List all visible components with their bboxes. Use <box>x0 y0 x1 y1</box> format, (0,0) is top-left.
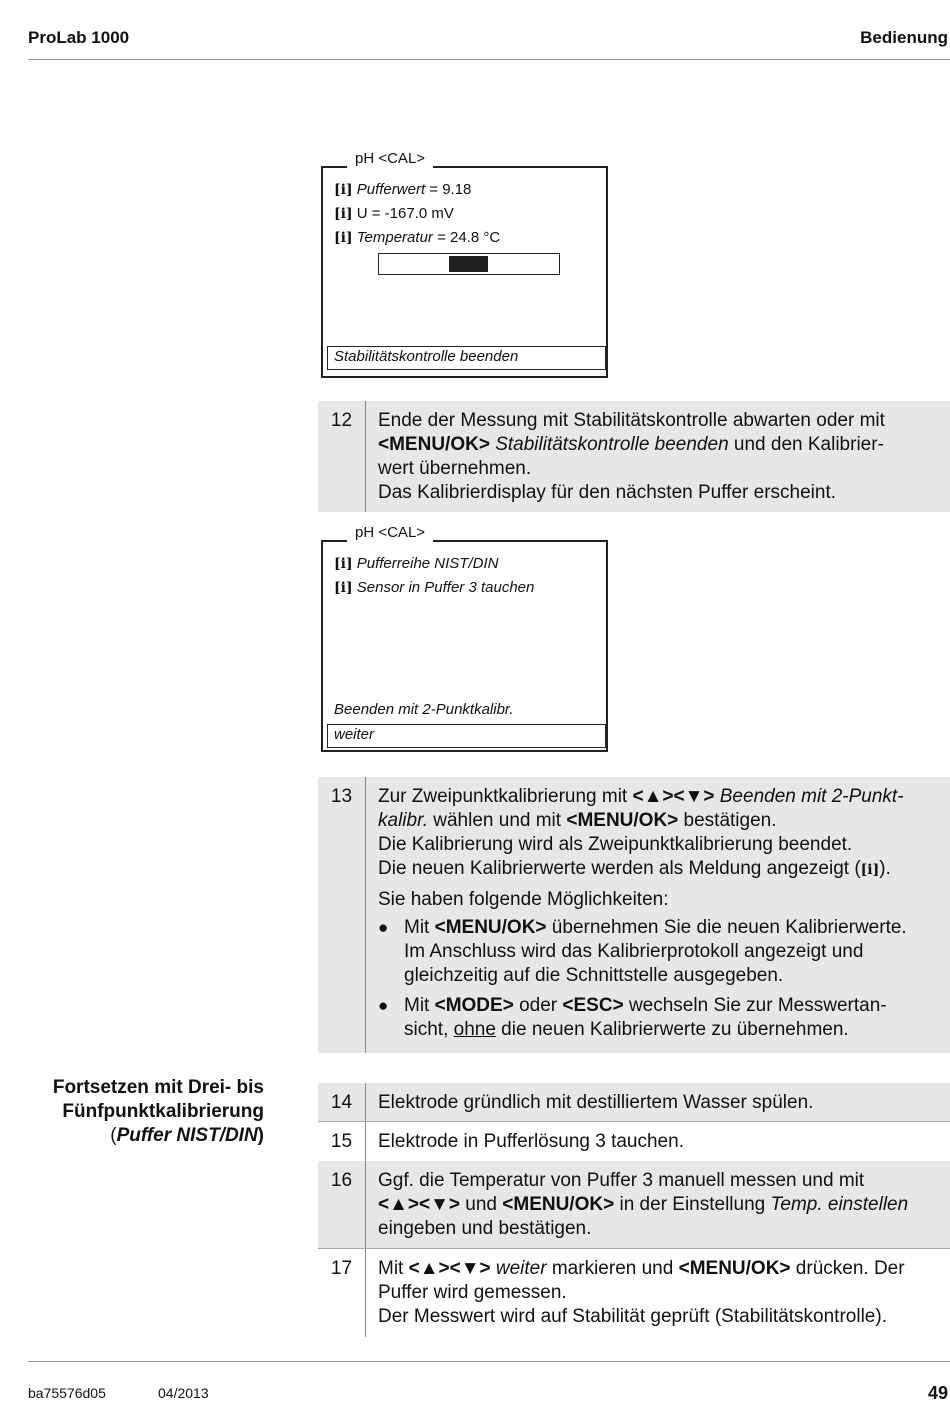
display-line-temperatur: [i] Temperatur = 24.8 °C <box>334 229 501 246</box>
step-number: 12 <box>318 401 366 512</box>
key-arrows: <▲><▼> <box>378 1194 460 1215</box>
key-menu-ok: <MENU/OK> <box>566 810 679 831</box>
step-text: Mit <▲><▼> weiter markieren und <MENU/OK> drücken. Der Puffer wird gemessen. Der Messwert wird auf Stabilität geprüft (Stabilitätskontrolle). <box>378 1258 905 1327</box>
header-section: Bedienung <box>860 28 948 47</box>
step-text: Zur Zweipunktkalibrierung mit <▲><▼> Beenden mit 2-Punkt- kalibr. wählen und mit <MENU/OK> bestätigen. Die Kalibrierung wird als Zweipunktkalibrierung beendet. Die neuen Kalibrierwerte werden als Meldung angezeigt ([i]). Sie haben folgende Möglichkeiten: ● Mit <MENU/OK> übernehmen Sie die neuen Kalibrierwerte. Im Anschluss wird das Kalibrierprotokoll angezeigt und gleichzeitig auf die Schnittstelle ausgegeben. ● Mit <MODE> oder <ESC> wechseln Sie zur Messwertan- sicht, ohne die neuen Kalibrierwerte zu übernehmen. <box>378 777 950 1056</box>
step-15 <box>318 1121 950 1162</box>
key-mode: <MODE> <box>434 995 514 1016</box>
step-16 <box>318 1161 950 1248</box>
display-title: pH <CAL> <box>347 524 433 542</box>
menu-item-stabilitaetskontrolle-beenden[interactable]: Stabilitätskontrolle beenden <box>327 346 606 370</box>
list-item: ● Mit <MENU/OK> übernehmen Sie die neuen Kalibrierwerte. Im Anschluss wird das Kalibrierprotokoll angezeigt und gleichzeitig auf die Schnittstelle ausgegeben. <box>378 916 942 988</box>
key-arrows: <▲><▼> <box>408 1258 491 1279</box>
header-product: ProLab 1000 <box>28 28 130 47</box>
step-17 <box>318 1248 950 1337</box>
display-line-sensor: [i] Sensor in Puffer 3 tauchen <box>334 579 535 596</box>
menu-item-beenden-2-punkt[interactable]: Beenden mit 2-Punktkalibr. <box>334 701 514 718</box>
stability-progress-bar <box>378 253 560 275</box>
step-number: 14 <box>318 1083 366 1121</box>
step-number: 13 <box>318 777 366 1053</box>
step-14 <box>318 1083 950 1121</box>
step-number: 16 <box>318 1161 366 1248</box>
page-number: 49 <box>927 1383 948 1403</box>
step-12 <box>318 401 950 512</box>
step-text: Ggf. die Temperatur von Puffer 3 manuell messen und mit <▲><▼> und <MENU/OK> in der Einstellung Temp. einstellen eingeben und bestätigen. <box>378 1170 909 1239</box>
footer-rule <box>28 1361 950 1362</box>
display-screen-1 <box>321 150 608 378</box>
info-icon: [i] <box>334 230 353 246</box>
key-esc: <ESC> <box>562 995 624 1016</box>
display-title: pH <CAL> <box>347 150 433 168</box>
step-text: Ende der Messung mit Stabilitätskontrolle abwarten oder mit <MENU/OK> Stabilitätskontrolle beenden und den Kalibrier- wert übernehmen. Das Kalibrierdisplay für den nächsten Puffer erscheint. <box>378 410 885 503</box>
info-icon: [i] <box>334 556 353 572</box>
display-line-pufferwert: [i] Pufferwert = 9.18 <box>334 181 472 198</box>
step-number: 17 <box>318 1249 366 1337</box>
menu-item-weiter[interactable]: weiter <box>327 724 606 748</box>
info-icon: [i] <box>334 182 353 198</box>
info-icon: [i] <box>334 580 353 596</box>
info-icon: [i] <box>334 206 353 222</box>
display-line-voltage: [i] U = -167.0 mV <box>334 205 454 222</box>
footer-doc-id: ba75576d05 <box>28 1385 106 1401</box>
stability-progress-fill <box>449 256 488 272</box>
key-menu-ok: <MENU/OK> <box>434 917 547 938</box>
step-text: Elektrode gründlich mit destilliertem Wasser spülen. <box>378 1092 814 1113</box>
step-text: Elektrode in Pufferlösung 3 tauchen. <box>378 1131 684 1152</box>
key-menu-ok: <MENU/OK> <box>378 434 490 455</box>
list-item: ● Mit <MODE> oder <ESC> wechseln Sie zur Messwertan- sicht, ohne die neuen Kalibrierwerte zu übernehmen. <box>378 994 942 1042</box>
key-arrows: <▲><▼> <box>632 786 715 807</box>
display-screen-2 <box>321 524 608 752</box>
info-icon: [i] <box>860 862 880 878</box>
header-rule <box>28 59 950 60</box>
display-line-pufferreihe: [i] Pufferreihe NIST/DIN <box>334 555 499 572</box>
step-number: 15 <box>318 1122 366 1162</box>
footer-date: 04/2013 <box>158 1385 209 1401</box>
step-13 <box>318 777 950 1053</box>
side-heading: Fortsetzen mit Drei- bis Fünfpunktkalibrierung (Puffer NIST/DIN) <box>52 1077 264 1146</box>
key-menu-ok: <MENU/OK> <box>678 1258 791 1279</box>
key-menu-ok: <MENU/OK> <box>502 1194 615 1215</box>
options-list <box>378 916 942 1042</box>
